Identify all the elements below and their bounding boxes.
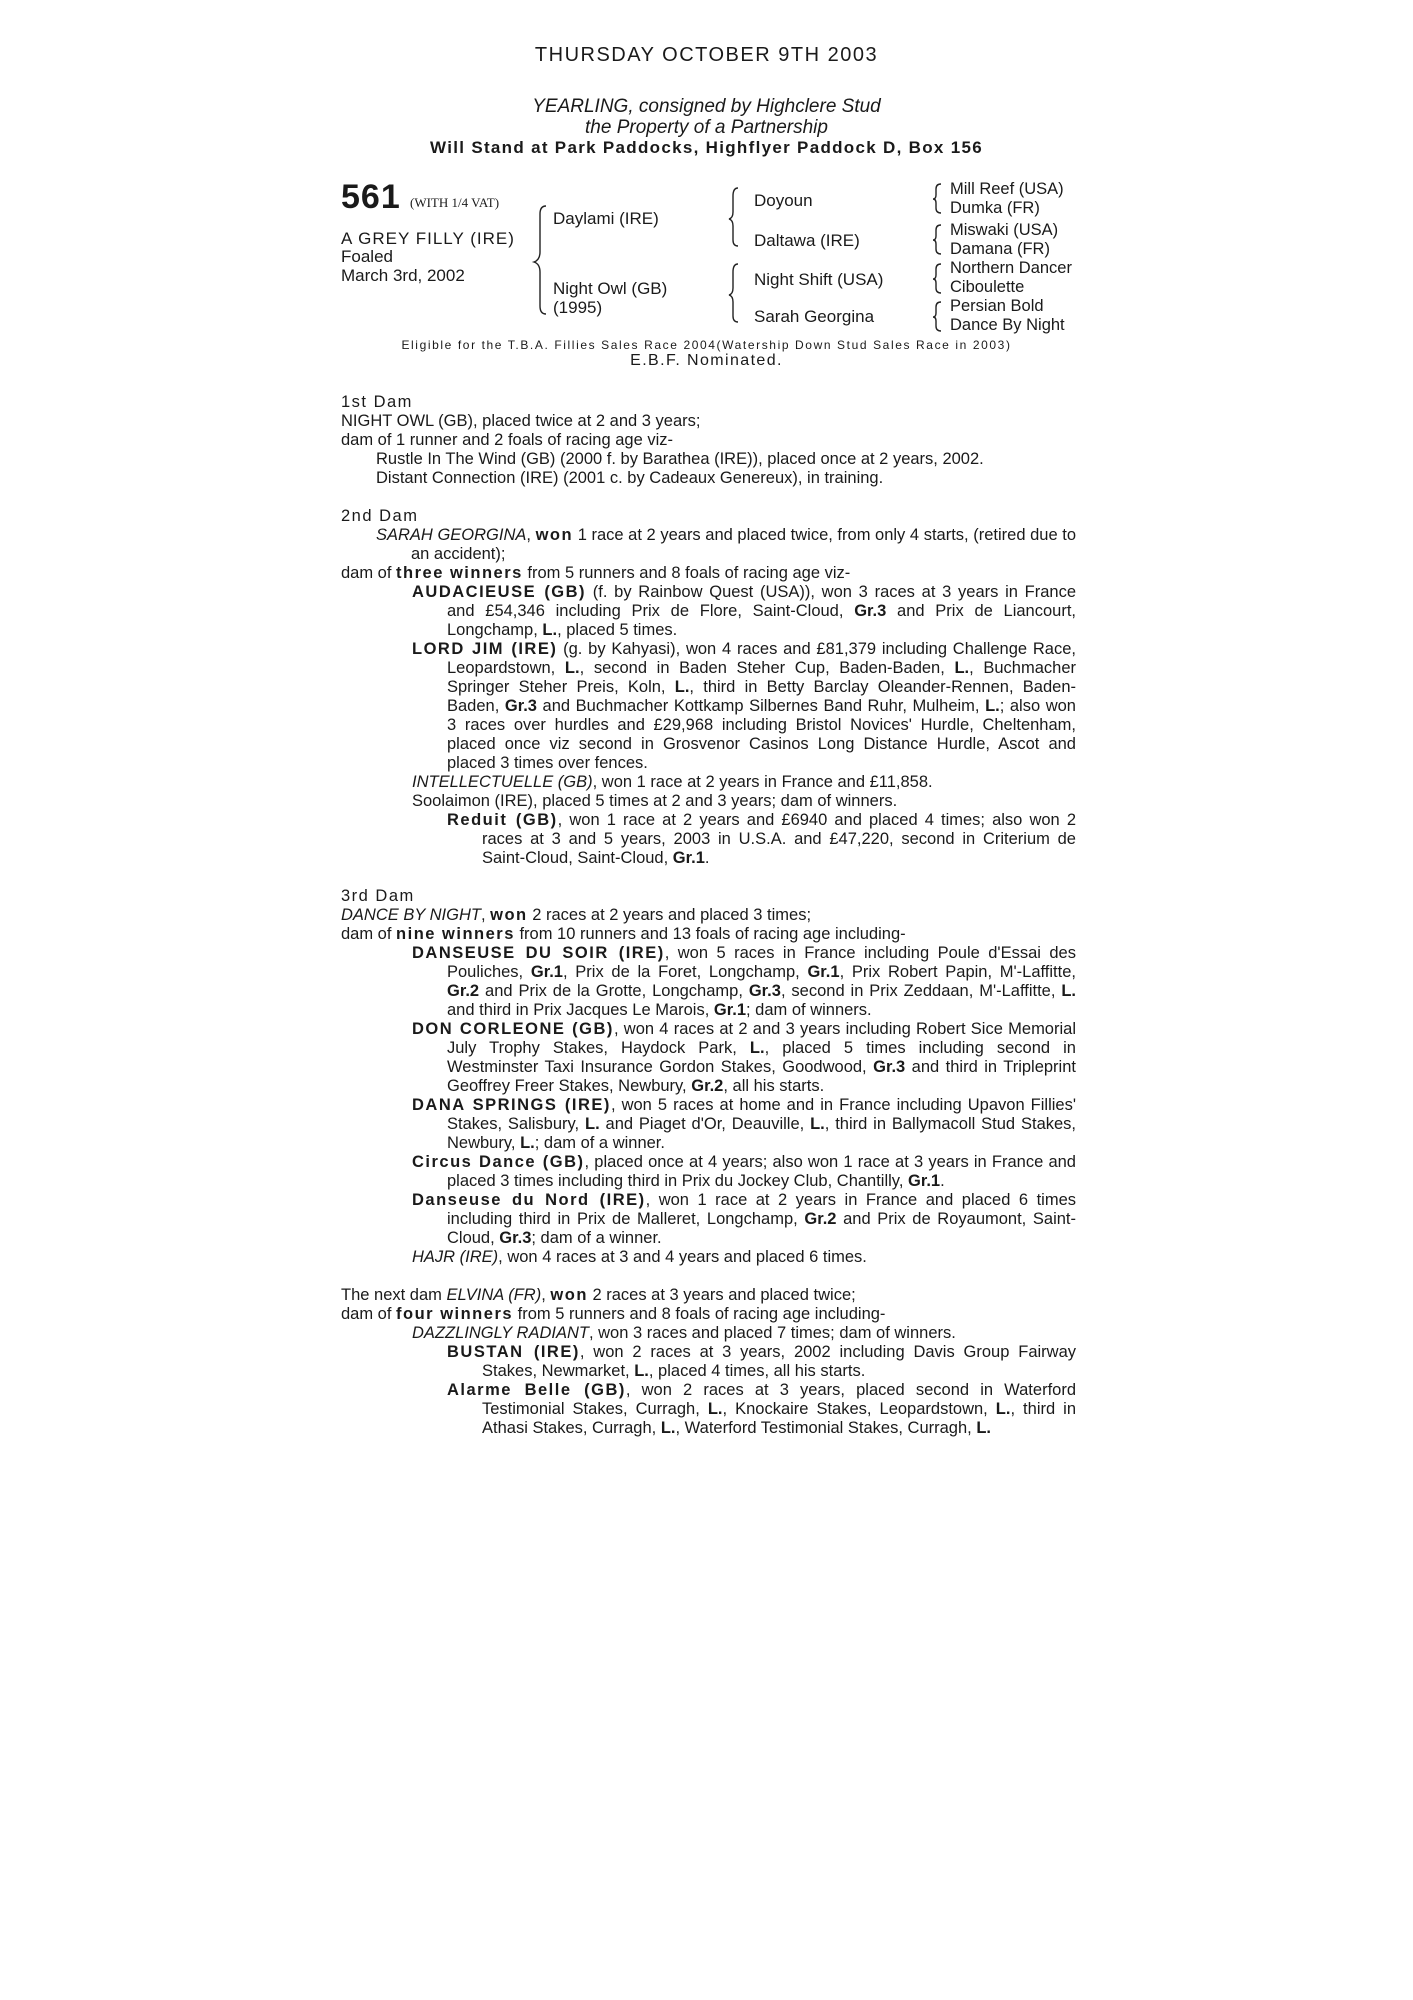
second-dam-heading: 2nd Dam [341, 507, 419, 525]
second-dam-progeny-soolaimon: Soolaimon (IRE), placed 5 times at 2 and 3 years; dam of winners. [412, 792, 898, 810]
third-dam-progeny-hajr: HAJR (IRE), won 4 races at 3 and 4 years and placed 6 times. [412, 1248, 867, 1266]
consignor-line: YEARLING, consigned by Highclere Stud [532, 96, 881, 117]
first-dam-record: NIGHT OWL (GB), placed twice at 2 and 3 years; [341, 412, 701, 430]
ebf-note: E.B.F. Nominated. [630, 352, 783, 369]
pedigree-dam-sire: Night Shift (USA) [754, 270, 884, 289]
daltawa-brace [933, 225, 941, 254]
pedigree-g8: Dance By Night [950, 316, 1065, 334]
third-dam-record: DANCE BY NIGHT, won 2 races at 2 years and placed 3 times; [341, 906, 812, 924]
sale-date: THURSDAY OCTOBER 9TH 2003 [534, 44, 879, 66]
next-dam-record: The next dam ELVINA (FR), won 2 races at 3 years and placed twice; [341, 1286, 856, 1304]
eligibility-note: Eligible for the T.B.A. Fillies Sales Race 2004(Watership Down Stud Sales Race in 2003) [401, 338, 1012, 352]
night-shift-brace [933, 264, 941, 293]
dam-brace [729, 264, 738, 322]
sarah-georgina-brace [933, 302, 941, 331]
pedigree-g5: Northern Dancer [950, 259, 1072, 277]
second-dam-record: SARAH GEORGINA, won 1 race at 2 years and placed twice, from only 4 starts, (retired due to an accident); [376, 526, 1076, 563]
first-dam-progeny-2: Distant Connection (IRE) (2001 c. by Cadeaux Genereux), in training. [376, 469, 884, 487]
pedigree-g4: Damana (FR) [950, 240, 1050, 258]
pedigree-g1: Mill Reef (USA) [950, 180, 1064, 198]
catalogue-body [341, 393, 1076, 1438]
next-dam-progeny-dazzlingly-radiant: DAZZLINGLY RADIANT, won 3 races and placed 7 times; dam of winners. [412, 1324, 956, 1342]
third-dam-progeny-danseuse-du-nord: Danseuse du Nord (IRE), won 1 race at 2 years in France and placed 6 times including third in Prix de Malleret, Longchamp, Gr.2 and Prix de Royaumont, Saint-Cloud, Gr.3; dam of a winner. [412, 1191, 1076, 1247]
next-dam-produce: dam of four winners from 5 runners and 8 foals of racing age including- [341, 1305, 886, 1323]
first-dam-heading: 1st Dam [341, 393, 413, 411]
next-dam-grandprogeny-alarme-belle: Alarme Belle (GB), won 2 races at 3 years, placed second in Waterford Testimonial Stakes, Curragh, L., Knockaire Stakes, Leopardstown, L., third in Athasi Stakes, Curragh, L., Waterford Testimonial Stakes, Curragh, L. [447, 1381, 1077, 1437]
property-line: the Property of a Partnership [585, 117, 828, 138]
next-dam-grandprogeny-bustan: BUSTAN (IRE), won 2 races at 3 years, 2002 including Davis Group Fairway Stakes, Newmarket, L., placed 4 times, all his starts. [447, 1343, 1076, 1380]
third-dam-progeny-danseuse-du-soir: DANSEUSE DU SOIR (IRE), won 5 races in France including Poule d'Essai des Pouliches, Gr.1, Prix de la Foret, Longchamp, Gr.1, Prix Robert Papin, M'-Laffitte, Gr.2 and Prix de la Grotte, Longchamp, Gr.3, second in Prix Zeddaan, M'-Laffitte, L. and third in Prix Jacques Le Marois, Gr.1; dam of winners. [412, 944, 1077, 1019]
first-dam-produce: dam of 1 runner and 2 foals of racing age viz- [341, 431, 674, 449]
pedigree-g7: Persian Bold [950, 297, 1044, 315]
pedigree-dam-year: (1995) [553, 298, 603, 317]
pedigree-braces [0, 0, 1413, 340]
lot-description: A GREY FILLY (IRE) [341, 229, 515, 248]
doyoun-brace [933, 184, 941, 213]
foaled-date: March 3rd, 2002 [341, 266, 465, 285]
second-dam-progeny-lord-jim: LORD JIM (IRE) (g. by Kahyasi), won 4 races and £81,379 including Challenge Race, Leopardstown, L., second in Baden Steher Cup, Baden-Baden, L., Buchmacher Springer Steher Preis, Koln, L., third in Betty Barclay Oleander-Rennen, Baden-Baden, Gr.3 and Buchmacher Kottkamp Silbernes Band Ruhr, Mulheim, L.; also won 3 races over hurdles and £29,968 including Bristol Novices' Hurdle, Cheltenham, placed once viz second in Grosvenor Casinos Long Distance Hurdle, Ascot and placed 3 times over fences. [412, 640, 1077, 772]
main-brace [534, 206, 546, 314]
second-dam-progeny-audacieuse: AUDACIEUSE (GB) (f. by Rainbow Quest (USA)), won 3 races at 3 years in France and £54,346 including Prix de Flore, Saint-Cloud, Gr.3 and Prix de Liancourt, Longchamp, L., placed 5 times. [412, 583, 1076, 639]
pedigree-sire-dam: Daltawa (IRE) [754, 231, 860, 250]
pedigree-sire: Daylami (IRE) [553, 209, 659, 228]
foaled-label: Foaled [341, 247, 393, 266]
third-dam-progeny-circus-dance: Circus Dance (GB), placed once at 4 years; also won 1 race at 3 years in France and placed 3 times including third in Prix du Jockey Club, Chantilly, Gr.1. [412, 1153, 1076, 1190]
third-dam-produce: dam of nine winners from 10 runners and 13 foals of racing age including- [341, 925, 906, 943]
second-dam-grandprogeny-reduit: Reduit (GB), won 1 race at 2 years and £6940 and placed 4 times; also won 2 races at 3 and 5 years, 2003 in U.S.A. and £47,220, second in Criterium de Saint-Cloud, Saint-Cloud, Gr.1. [447, 811, 1076, 867]
pedigree-g2: Dumka (FR) [950, 199, 1040, 217]
pedigree-sire-sire: Doyoun [754, 191, 813, 210]
third-dam-heading: 3rd Dam [341, 887, 415, 905]
first-dam-progeny-1: Rustle In The Wind (GB) (2000 f. by Barathea (IRE)), placed once at 2 years, 2002. [376, 450, 984, 468]
sire-brace [729, 188, 738, 246]
second-dam-produce: dam of three winners from 5 runners and 8 foals of racing age viz- [341, 564, 851, 582]
vat-note: (WITH 1/4 VAT) [410, 195, 500, 210]
lot-number: 561 [341, 178, 401, 216]
pedigree-dam-dam: Sarah Georgina [754, 307, 875, 326]
pedigree-g6: Ciboulette [950, 278, 1025, 296]
second-dam-progeny-intellectuelle: INTELLECTUELLE (GB), won 1 race at 2 years in France and £11,858. [412, 773, 933, 791]
stand-location: Will Stand at Park Paddocks, Highflyer Paddock D, Box 156 [430, 138, 983, 157]
third-dam-progeny-don-corleone: DON CORLEONE (GB), won 4 races at 2 and 3 years including Robert Sice Memorial July Trophy Stakes, Haydock Park, L., placed 5 times including second in Westminster Taxi Insurance Gordon Stakes, Goodwood, Gr.3 and third in Tripleprint Geoffrey Freer Stakes, Newbury, Gr.2, all his starts. [412, 1020, 1076, 1095]
pedigree-g3: Miswaki (USA) [950, 221, 1059, 239]
pedigree-dam: Night Owl (GB) [553, 279, 668, 298]
third-dam-progeny-dana-springs: DANA SPRINGS (IRE), won 5 races at home and in France including Upavon Fillies' Stakes, Salisbury, L. and Piaget d'Or, Deauville, L., third in Ballymacoll Stud Stakes, Newbury, L.; dam of a winner. [412, 1096, 1077, 1152]
